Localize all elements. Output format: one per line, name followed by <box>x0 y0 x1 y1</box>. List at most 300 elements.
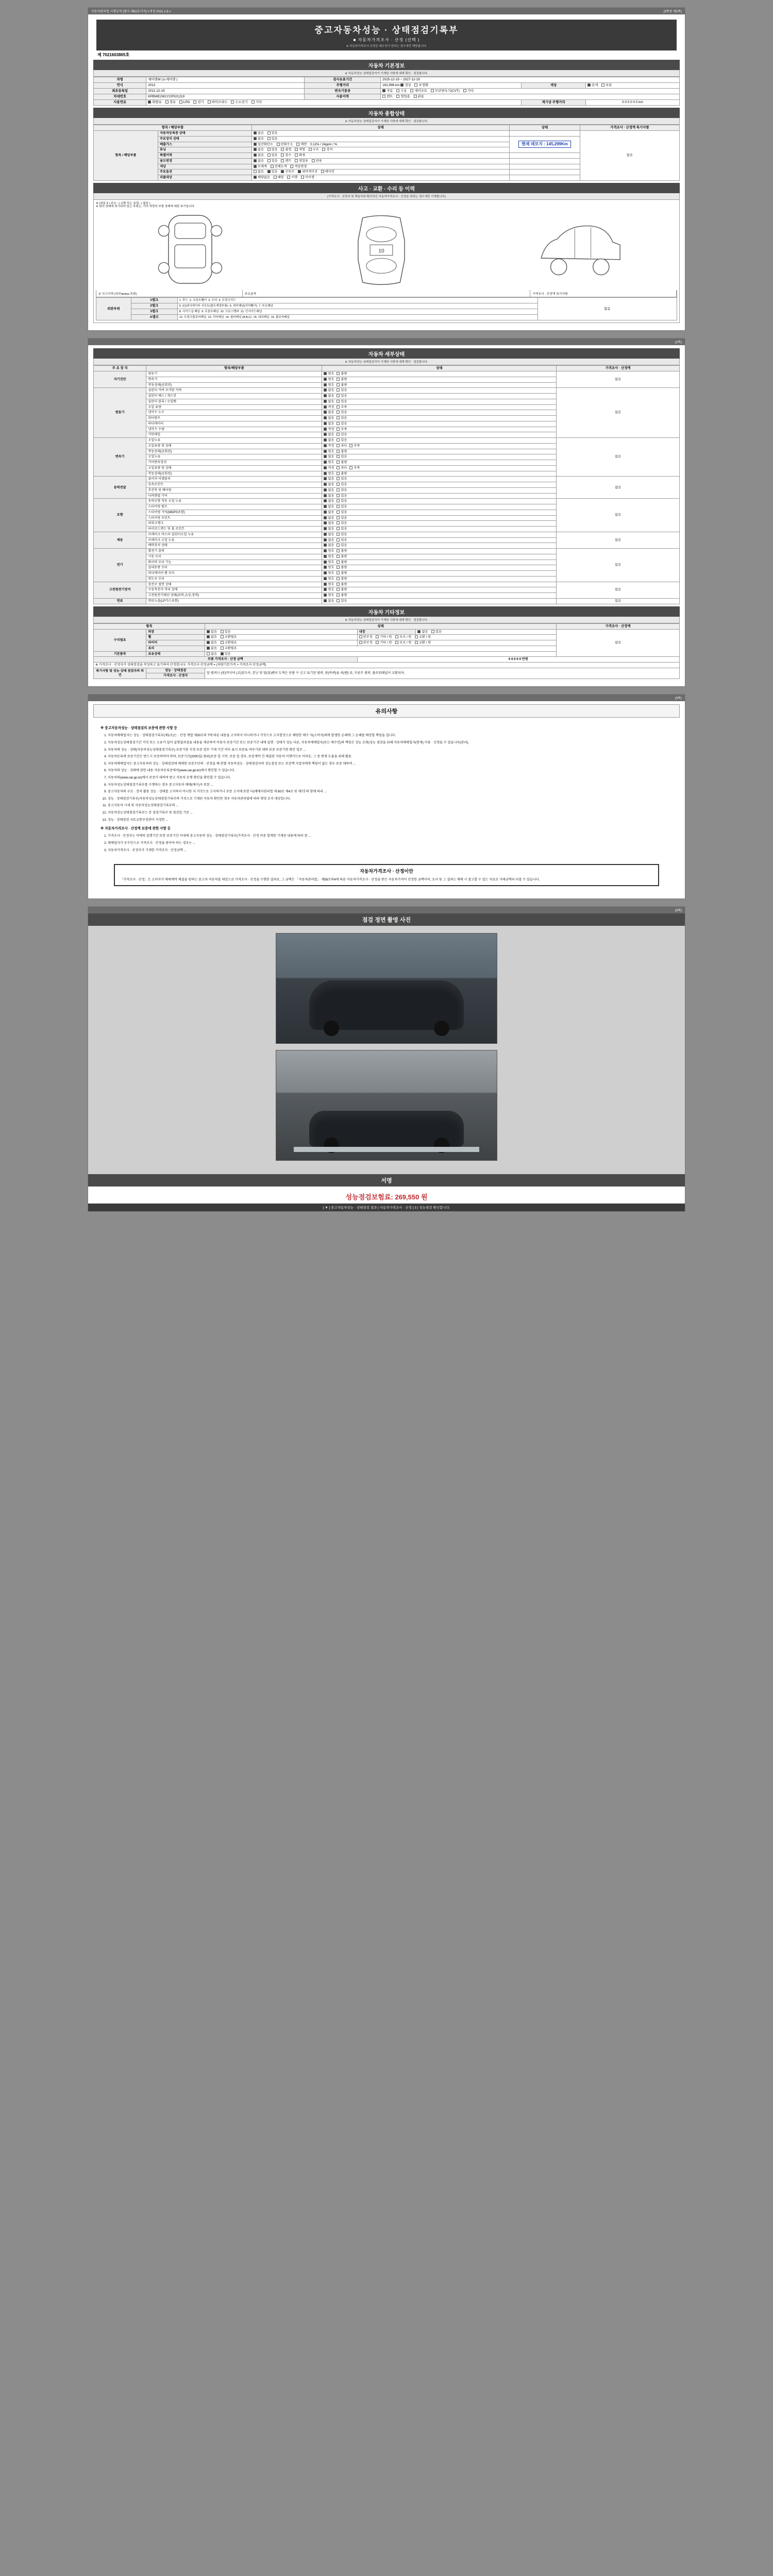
option-secondary-1[interactable]: 과다 <box>337 466 347 470</box>
detail-item-label: 기어변속장치 <box>146 460 322 466</box>
document-title-block <box>96 20 677 50</box>
detail-item-label: 실린더 헤드 / 개스킷 <box>146 394 322 399</box>
detail-item-options <box>322 587 557 593</box>
option-not-done[interactable]: 미이행 <box>301 176 314 180</box>
emission-values: 0.12% / 24ppm / % <box>310 142 338 146</box>
detail-item-label: 작동상태(공회전) <box>146 471 322 477</box>
document-pages <box>0 0 773 1229</box>
detail-item-options <box>322 598 557 604</box>
option-primary[interactable]: 양호 <box>324 378 334 382</box>
usage-commercial-option[interactable]: 영업용 <box>396 95 410 99</box>
option-none[interactable]: 없음 <box>207 641 217 645</box>
option-primary[interactable]: 없음 <box>324 499 334 503</box>
list-item: 2. 매매업자가 부수인으로 가격조사 · 산정을 받아야 하는 경우는 ... <box>108 841 673 846</box>
accident-diagram-area <box>93 200 680 323</box>
option-applicable[interactable]: 해당 <box>274 176 284 180</box>
detail-item-options <box>322 560 557 565</box>
detail-item-options <box>322 576 557 582</box>
document-title: 중고자동차성능 · 상태점검기록부 <box>314 25 459 35</box>
detail-item-options <box>322 554 557 560</box>
document-number: 제 7021603805호 <box>97 53 130 57</box>
option-aux[interactable]: 보조 / 원 <box>395 635 411 639</box>
row-options-2 <box>357 640 557 646</box>
row-options <box>251 170 509 175</box>
transmission-semi-option[interactable]: 세미오토 <box>410 89 427 93</box>
table-row <box>94 532 680 537</box>
page-1-topbar <box>88 8 685 14</box>
code-list: 8. 사이드실 패널 9. 프론트패널 10. 크로스멤버 11. 인사이드패널 <box>177 309 537 315</box>
page-number-2: (2쪽) <box>675 341 682 345</box>
page-3-topbar <box>88 694 685 701</box>
option-replace[interactable]: 교환필요 <box>221 641 237 645</box>
option-exchange[interactable]: 교환 / 원 <box>415 641 431 645</box>
detail-item-label: 스티어링 펌프 <box>146 504 322 510</box>
inspection-insurance-fee: 성능점검보험료: 269,550 원 <box>345 1193 428 1201</box>
option-primary[interactable]: 양호 <box>324 555 334 559</box>
notice-list-1 <box>108 733 673 822</box>
option-secondary-1[interactable]: 있음 <box>337 533 347 537</box>
table-row <box>94 77 680 83</box>
accident-legend-right: 가격조사 · 산정액 특기사항 <box>530 290 677 297</box>
option-yes[interactable]: 있음 <box>431 630 442 634</box>
option-adjust[interactable]: 판조정 <box>359 635 373 639</box>
option-primary[interactable]: 없음 <box>324 400 334 404</box>
mileage-normal-option[interactable]: 정상 <box>400 83 411 88</box>
other-info-table <box>93 623 680 679</box>
fee-value: 269,550 원 <box>395 1193 428 1201</box>
option-secondary-1[interactable]: 있음 <box>337 455 347 459</box>
detail-group-label: 조향 <box>94 499 146 532</box>
option-primary[interactable]: 없음 <box>324 422 334 426</box>
option-secondary-1[interactable]: 있음 <box>337 422 347 426</box>
option-primary[interactable]: 없음 <box>324 416 334 420</box>
option-primary[interactable]: 없음 <box>324 394 334 398</box>
special-text: 앞 범퍼나 (판)까지녁 (교)앞도어, 본닛 및 앞(뒤)펜더 도색은 단품 수 신고 표기된 범퍼, 판(바퀴)을 리(펜) 뒤, 프론트 범퍼, 플로워패널이 교환되어, <box>205 668 680 679</box>
table-row <box>94 499 680 504</box>
option-primary[interactable]: 없음 <box>324 488 334 493</box>
option-secondary-1[interactable]: 있음 <box>337 527 347 531</box>
option-none[interactable]: 없음 <box>254 159 264 163</box>
option-achromatic[interactable]: 무채색 <box>254 165 267 169</box>
table-row <box>94 94 680 100</box>
section-accident-header: 사고 · 교환 · 수리 등 이력 <box>93 183 680 193</box>
detail-item-label: 파워크랭크 <box>146 521 322 527</box>
row-value-fuel <box>146 100 522 106</box>
row-label: 색상 <box>521 83 585 89</box>
code-list: 1. 후드 2. 프론트휀더 3. 도어 4. 트렁크리드 <box>177 298 537 303</box>
mileage-inaccurate-option[interactable]: 부정확 <box>414 83 428 88</box>
option-secondary-1[interactable]: 있음 <box>337 416 347 420</box>
document-subtitle-note: ※ 자동차가격조사·산정은 매수인이 원하는 경우에만 해당됩니다. <box>346 45 427 48</box>
fuel-hydrogen-option[interactable]: 수소전기 <box>231 100 248 105</box>
option-primary[interactable]: 적정 <box>324 466 334 470</box>
row-label: 휠 <box>146 635 205 640</box>
option-secondary-1[interactable]: 불량 <box>337 566 347 570</box>
list-item: 3. 자동차에 성능 · 상태(자동차성능상태점검기록부) 보증기관 지정 보증 업무 기재 기간 여부 표시 보증표 여부기관 대하 보증 보증기관 확인 업무 ... <box>108 748 673 753</box>
row-extra <box>510 131 580 137</box>
option-secondary-1[interactable]: 불량 <box>337 372 347 376</box>
option-hc[interactable]: 탄화수소 <box>277 143 293 147</box>
transmission-auto-option[interactable]: 자동 <box>382 89 393 93</box>
list-item: 3. 자동차가격조사 · 산정자가 기재한 가격조사 · 산정금액 ... <box>108 848 673 853</box>
option-sunroof[interactable]: 선루프 <box>281 170 294 174</box>
row-label: 계기상 주행거리 <box>521 100 585 106</box>
option-primary[interactable]: 없음 <box>324 527 334 531</box>
list-item: 6. 자동차의 성능 · 상태에 관한 내용 자동차등록증에서(www.car.go.kr)에서 확인할 수 있습니다. <box>108 768 673 773</box>
option-secondary-1[interactable]: 있음 <box>337 477 347 481</box>
accident-legend-mid: 주요골격 <box>243 290 531 297</box>
option-none[interactable]: 없음 <box>207 630 217 634</box>
overall-state-table <box>93 125 680 181</box>
page-4 <box>88 906 685 1212</box>
option-secondary-1[interactable]: 있음 <box>337 499 347 503</box>
detail-item-options <box>322 504 557 510</box>
color-single-option[interactable]: 단색 <box>587 83 598 88</box>
option-government[interactable]: 관용 <box>312 159 322 163</box>
option-primary[interactable]: 양호 <box>324 372 334 376</box>
option-navigation[interactable]: 내비게이션 <box>298 170 317 174</box>
option-other[interactable]: 기타 / 원 <box>376 641 392 645</box>
option-primary[interactable]: 양호 <box>324 583 334 587</box>
detail-group-price-note: 없음 <box>557 499 680 532</box>
detail-item-label: 오일누유 <box>146 438 322 444</box>
option-primary[interactable]: 양호 <box>324 566 334 570</box>
detail-item-options <box>322 471 557 477</box>
section-overall-note: ※ 자동차성능·상태점검자가 기재한 사항에 대해 확인 · 점검합니다. <box>93 118 680 125</box>
option-primary[interactable]: 양호 <box>324 594 334 598</box>
detail-item-label: 브레이크 오일 누유 <box>146 537 322 543</box>
transmission-cvt-option[interactable]: 무단변속기(CVT) <box>431 89 460 93</box>
option-yes[interactable]: 있음 <box>267 148 278 152</box>
option-secondary-1[interactable]: 불량 <box>337 450 347 454</box>
mileage-unit: km <box>395 83 400 87</box>
option-primary[interactable]: 없음 <box>324 544 334 548</box>
option-secondary-1[interactable]: 불량 <box>337 378 347 382</box>
option-yes[interactable]: 있음 <box>221 652 231 656</box>
option-secondary-1[interactable]: 있음 <box>337 494 347 498</box>
option-primary[interactable]: 없음 <box>324 455 334 459</box>
detail-item-options <box>322 449 557 454</box>
table-row <box>94 371 680 377</box>
option-primary[interactable]: 양호 <box>324 588 334 592</box>
option-secondary-1[interactable]: 불량 <box>337 588 347 592</box>
color-two-tone-option[interactable]: 투톤 <box>601 83 612 88</box>
option-primary[interactable]: 없음 <box>324 477 334 481</box>
list-item: 11. 중고자동차 시세 및 자동차성능상태점검기록부의 ... <box>108 803 673 808</box>
option-secondary-1[interactable]: 있음 <box>337 544 347 548</box>
detail-item-label: 원동기 <box>146 371 322 377</box>
option-primary[interactable]: 없음 <box>324 516 334 520</box>
fuel-other-option[interactable]: 기타 <box>251 100 262 105</box>
option-secondary-1[interactable]: 불량 <box>337 561 347 565</box>
option-secondary-2[interactable]: 부족 <box>349 444 360 448</box>
accident-group-label: 외판부위 <box>96 298 131 320</box>
option-none[interactable]: 없음 <box>254 170 264 174</box>
option-none[interactable]: 없음 <box>417 630 428 634</box>
detail-group-price-note: 없음 <box>557 549 680 582</box>
option-full-paint[interactable]: 전체도색 <box>271 165 287 169</box>
option-yes[interactable]: 있음 <box>267 159 278 163</box>
option-secondary-1[interactable]: 부족 <box>337 405 347 410</box>
option-secondary-1[interactable]: 있음 <box>337 538 347 543</box>
option-done[interactable]: 이행 <box>287 176 297 180</box>
photo-section-header: 점검 정면 촬영 사진 <box>88 913 685 926</box>
detail-item-label: 냉각수 누수 <box>146 410 322 416</box>
option-none[interactable]: 없음 <box>254 148 264 152</box>
option-secondary-1[interactable]: 있음 <box>337 438 347 443</box>
section-basic-info-header: 자동차 기본정보 <box>93 60 680 70</box>
rank-label: 3랭크 <box>131 309 177 315</box>
row-extra <box>510 175 580 181</box>
detail-item-label: 스티어링 기어(MDPS포함) <box>146 510 322 515</box>
option-yes[interactable]: 있음 <box>267 154 278 158</box>
option-secondary-1[interactable]: 불량 <box>337 461 347 465</box>
option-rent[interactable]: 렌트 <box>281 159 291 163</box>
option-primary[interactable]: 없음 <box>324 494 334 498</box>
transmission-other-option[interactable]: 기타 <box>463 89 474 93</box>
other-group-label: 수리필요 <box>94 629 146 651</box>
table-row <box>96 298 677 303</box>
detail-item-label: 오일 유량 <box>146 404 322 410</box>
section-accident-note: (가격조사 · 산정자 및 책임자와 확인하신 자동차가격조사 · 산정을 원하는 경우에만 기재합니다) <box>93 193 680 200</box>
option-adjust[interactable]: 판조정 <box>359 641 373 645</box>
option-secondary-1[interactable]: 불량 <box>337 555 347 559</box>
option-commercial[interactable]: 영업용 <box>295 159 308 163</box>
detail-item-label: 타이로드엔드 및 볼 조인트 <box>146 527 322 532</box>
option-replace[interactable]: 교환필요 <box>221 647 237 651</box>
option-secondary-2[interactable]: 부족 <box>349 466 360 470</box>
detail-item-label: 라디에이터 <box>146 421 322 427</box>
other-group-label: 기본품목 <box>94 651 146 657</box>
overall-highlight-cell <box>510 136 580 152</box>
detail-group-price-note: 없음 <box>557 598 680 604</box>
table-row <box>94 100 680 106</box>
col-head-state: 상태 <box>205 623 557 629</box>
row-label: 사용이력 <box>305 94 381 100</box>
option-primary[interactable]: 양호 <box>324 561 334 565</box>
option-secondary-1[interactable]: 과다 <box>337 444 347 448</box>
detail-item-options <box>322 593 557 599</box>
list-item: 7. 자동차의(www.car.go.kr)에서 보증가 대하여 받고 자동차 운행 확인을 확인할 수 있습니다. <box>108 775 673 781</box>
option-secondary-1[interactable]: 불량 <box>337 594 347 598</box>
option-secondary-1[interactable]: 있음 <box>337 521 347 526</box>
option-secondary-1[interactable]: 있음 <box>337 394 347 398</box>
detail-table-body <box>94 371 680 604</box>
option-none[interactable]: 없음 <box>207 635 217 639</box>
option-primary[interactable]: 없음 <box>324 505 334 509</box>
option-primary[interactable]: 양호 <box>324 383 334 387</box>
detail-item-label: 변속기 <box>146 377 322 382</box>
option-primary[interactable]: 없음 <box>324 521 334 526</box>
detail-item-label: 냉각수 수량 <box>146 427 322 432</box>
detail-item-label: 오일유량 및 상태 <box>146 443 322 449</box>
row-label: 타이어 <box>146 640 205 646</box>
option-aircon[interactable]: 에어컨 <box>321 170 334 174</box>
option-primary[interactable]: 양호 <box>324 450 334 454</box>
option-yes[interactable]: 있음 <box>221 630 231 634</box>
option-secondary-1[interactable]: 불량 <box>337 383 347 387</box>
fuel-diesel-option[interactable]: 경유 <box>165 100 176 105</box>
option-secondary-1[interactable]: 불량 <box>337 583 347 587</box>
option-color-change[interactable]: 색상변경 <box>290 165 307 169</box>
option-legal[interactable]: 적법 <box>295 148 305 152</box>
option-secondary-1[interactable]: 있음 <box>337 400 347 404</box>
detail-state-table <box>93 365 680 604</box>
col-head-price: 가격조사 · 산정액 <box>557 366 680 371</box>
detail-item-options <box>322 416 557 421</box>
detail-item-label: 구동축전지 격리 상태 <box>146 587 322 593</box>
option-secondary-1[interactable]: 불량 <box>337 549 347 553</box>
option-secondary-1[interactable]: 불량 <box>337 577 347 581</box>
option-none[interactable]: 없음 <box>254 137 264 141</box>
list-item: 1. 자동차매매업자는 성능 · 상태점검기록부(제1조)는 · 산정 계열 제30조의 7에 따른 내용을 고지하지 아니하거나 거짓으로 고지할것으로 해당한 매수 자(소비자)에게 발생한 손해에 그 손해를 배상할 책임을 집니다. <box>108 733 673 738</box>
option-secondary-1[interactable]: 있음 <box>337 411 347 415</box>
option-aux[interactable]: 보조 / 원 <box>395 641 411 645</box>
list-item: 13. 성능 · 상태점검 국토교통부장관이 지정한 ... <box>108 818 673 823</box>
row-label: 배출가스 <box>158 142 252 147</box>
detail-item-options <box>322 465 557 471</box>
total-value: 0 0 0 0 0 만원 <box>357 657 679 663</box>
notice-head-2: ※ 자동차가격조사 · 산정액 보증에 관한 사항 등 <box>100 827 171 831</box>
option-primary[interactable]: 적정 <box>324 428 334 432</box>
option-replace[interactable]: 교환필요 <box>221 635 237 639</box>
row-options-2 <box>357 635 557 640</box>
current-mileage-highlight: 현재 데모지 : 145,299Km <box>518 141 571 148</box>
option-secondary-1[interactable]: 있음 <box>337 388 347 393</box>
transmission-manual-option[interactable]: 수동 <box>396 89 407 93</box>
detail-item-options <box>322 371 557 377</box>
col-head-system: 주 요 장 치 <box>94 366 146 371</box>
option-none[interactable]: 없음 <box>207 647 217 651</box>
option-secondary-1[interactable]: 있음 <box>337 505 347 509</box>
detail-group-label: 변속기 <box>94 438 146 477</box>
row-options-2 <box>416 629 557 635</box>
fee-label: 성능점검보험료 <box>345 1193 391 1201</box>
table-row <box>94 663 680 668</box>
col-head-item: 항목 / 해당부품 <box>94 125 252 131</box>
detail-item-options <box>322 510 557 515</box>
option-secondary-1[interactable]: 있음 <box>337 433 347 437</box>
list-item: 4. 자동차등록에 보증기간은 반드시 보증하여야 하며, 보증기간(2000일) 범위(보증 일 시작, 보증 일 경우, 보증계약 건 체결된 자동차 이행이므로 어려운, 그 중 변제 도움을 위해 활용. <box>108 754 673 759</box>
option-yes[interactable]: 있음 <box>267 137 278 141</box>
option-primary[interactable]: 양호 <box>324 461 334 465</box>
option-smoke[interactable]: 매연 <box>296 143 307 147</box>
row-label: 유리 <box>146 646 205 651</box>
regulation-ref: 자동차관리법 시행규칙 [별지 제82호서식] <개정 2021.1.8.> <box>91 10 171 13</box>
detail-item-label: 오일누유 <box>146 454 322 460</box>
option-not-applicable[interactable]: 해당없음 <box>254 176 270 180</box>
option-yes[interactable]: 있음 <box>267 131 278 135</box>
detail-item-options <box>322 427 557 432</box>
option-none[interactable]: 없음 <box>254 131 264 135</box>
table-row <box>94 89 680 94</box>
option-primary[interactable]: 적정 <box>324 444 334 448</box>
detail-item-label: 작동상태(공회전) <box>146 382 322 388</box>
section-basic-info-note: ※ 자동차성능·상태점검자가 기재한 사항에 대해 확인 · 점검합니다. <box>93 70 680 77</box>
option-primary[interactable]: 양호 <box>324 571 334 575</box>
option-secondary-1[interactable]: 있음 <box>337 511 347 515</box>
price-survey-guide-text: 「가격조사 · 산정」은 소비자가 매매계약 체결을 원하는 중고차 자동차를 대상으로 가격조사 · 산정을 수행한 결과로, 그 금액은 「자동차관리법」 제58조의4에 따른 자동차가격조사 · 산정을 받은 자동차가격이 산정한 금액이며, 조사 및 그 결과는 매매 시 참고할 수 있는 자료로 거래금액과 다를 수 있습니다. <box>120 877 540 882</box>
option-exchange[interactable]: 교환 / 원 <box>415 635 431 639</box>
fuel-gasoline-option[interactable]: 휘발유 <box>148 100 162 105</box>
option-illegal[interactable]: 불법 <box>281 148 291 152</box>
option-primary[interactable]: 없음 <box>324 433 334 437</box>
option-secondary-1[interactable]: 있음 <box>337 483 347 487</box>
option-primary[interactable]: 양호 <box>324 577 334 581</box>
signature-section-header: 서명 <box>88 1174 685 1187</box>
row-options <box>205 640 358 646</box>
option-structure[interactable]: 구조 <box>309 148 319 152</box>
detail-item-label: 스티어링 조인트 <box>146 515 322 521</box>
detail-item-label: 등속조인트 <box>146 482 322 488</box>
row-label: 외장 <box>146 629 205 635</box>
fuel-lpg-option[interactable]: LPG <box>179 100 190 105</box>
option-primary[interactable]: 없음 <box>324 438 334 443</box>
section-detail-header: 자동차 세부상태 <box>93 348 680 359</box>
price-survey-guide-box <box>114 864 659 886</box>
detail-item-options <box>322 410 557 416</box>
option-device[interactable]: 장치 <box>322 148 332 152</box>
option-none[interactable]: 없음 <box>207 652 217 656</box>
option-primary[interactable]: 없음 <box>324 511 334 515</box>
option-secondary-1[interactable]: 있음 <box>337 488 347 493</box>
option-primary[interactable]: 없음 <box>324 388 334 393</box>
col-head-price-note: 가격조사 · 산정액 특기사항 <box>580 125 679 131</box>
option-secondary-1[interactable]: 있음 <box>337 516 347 520</box>
section-other-header: 자동차 기타정보 <box>93 606 680 617</box>
option-flood[interactable]: 침수 <box>281 154 291 158</box>
option-secondary-1[interactable]: 있음 <box>337 599 347 603</box>
option-secondary-1[interactable]: 부족 <box>337 428 347 432</box>
row-options <box>251 153 509 159</box>
detail-item-options <box>322 582 557 587</box>
option-other[interactable]: 기타 / 원 <box>376 635 392 639</box>
option-fire[interactable]: 화재 <box>295 154 305 158</box>
option-secondary-1[interactable]: 불량 <box>337 472 347 476</box>
detail-item-label: 배력장치 상태 <box>146 543 322 549</box>
row-extra <box>510 153 580 159</box>
option-primary[interactable]: 적정 <box>324 405 334 410</box>
detail-item-label: 윈도우 모터 <box>146 576 322 582</box>
other-price-note: 없음 <box>557 629 680 657</box>
detail-group-label: 전기 <box>94 549 146 582</box>
option-none[interactable]: 없음 <box>254 154 264 158</box>
page-4-topbar <box>88 907 685 913</box>
row-value-color <box>586 83 680 89</box>
option-primary[interactable]: 양호 <box>324 549 334 553</box>
row-label: 주요옵션 <box>158 170 252 175</box>
option-primary[interactable]: 없음 <box>324 538 334 543</box>
detail-item-options <box>322 521 557 527</box>
fuel-electric-option[interactable]: 전기 <box>193 100 204 105</box>
usage-rent-option[interactable]: 렌트 <box>382 95 393 99</box>
code-list: 12. 트렁크플로어패널 13. 리어패널 14. 필러패널 (A,B,C) 15. 대쉬패널 16. 플로어패널 <box>177 315 537 320</box>
accident-code-table <box>96 297 677 320</box>
option-yes[interactable]: 있음 <box>267 170 278 174</box>
special-label: 특기사항 및 성능·상태 점검자의 의견 <box>94 668 146 679</box>
option-co[interactable]: 일산화탄소 <box>254 143 273 147</box>
detail-item-options <box>322 454 557 460</box>
option-primary[interactable]: 없음 <box>324 483 334 487</box>
option-primary[interactable]: 없음 <box>324 599 334 603</box>
option-primary[interactable]: 없음 <box>324 533 334 537</box>
table-header-row <box>94 125 680 131</box>
usage-government-option[interactable]: 관용 <box>414 95 424 99</box>
fuel-hybrid-option[interactable]: 하이브리드 <box>208 100 228 105</box>
option-primary[interactable]: 양호 <box>324 472 334 476</box>
option-secondary-1[interactable]: 불량 <box>337 571 347 575</box>
option-primary[interactable]: 없음 <box>324 411 334 415</box>
